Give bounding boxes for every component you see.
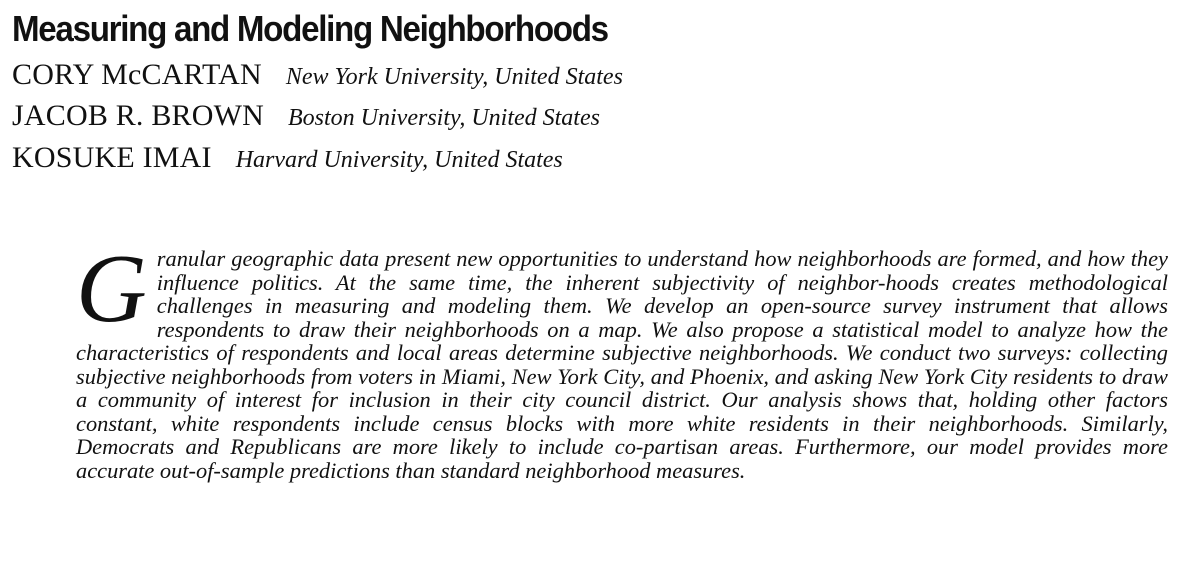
author-affiliation: New York University, United States [285, 64, 623, 90]
paper-title: Measuring and Modeling Neighborhoods [12, 8, 608, 49]
abstract-dropcap: G [76, 235, 147, 343]
abstract-text: ranular geographic data present new opportunities to understand how neighborhoods are formed, and how they influence politics. At the same time, the inherent subjectivity of neighbor-hoods creates methodological challenges in measuring and modeling them. We develop an open-source survey instrument that allows respondents to draw their neighborhoods on a map. We also propose a statistical model to analyze how the characteristics of respondents and local areas determine subjective neighborhoods. We conduct two surveys: collecting subjective neighborhoods from voters in Miami, New York City, and Phoenix, and asking New York City residents to draw a community of interest for inclusion in their city council district. Our analysis shows that, holding other factors constant, white respondents include census blocks with more white residents in their neighborhoods. Similarly, Democrats and Republicans are more likely to include co-partisan areas. Furthermore, our model provides more accurate out-of-sample predictions than standard neighborhood measures. [76, 246, 1168, 483]
author-name: JACOB R. BROWN [12, 99, 264, 132]
author-name: KOSUKE IMAI [12, 141, 212, 174]
author-name: CORY McCARTAN [12, 58, 262, 91]
author-line [12, 58, 623, 94]
author-affiliation: Boston University, United States [288, 105, 600, 131]
author-line [12, 99, 600, 135]
author-line [12, 141, 563, 177]
author-affiliation: Harvard University, United States [235, 147, 563, 173]
abstract [76, 235, 1168, 483]
